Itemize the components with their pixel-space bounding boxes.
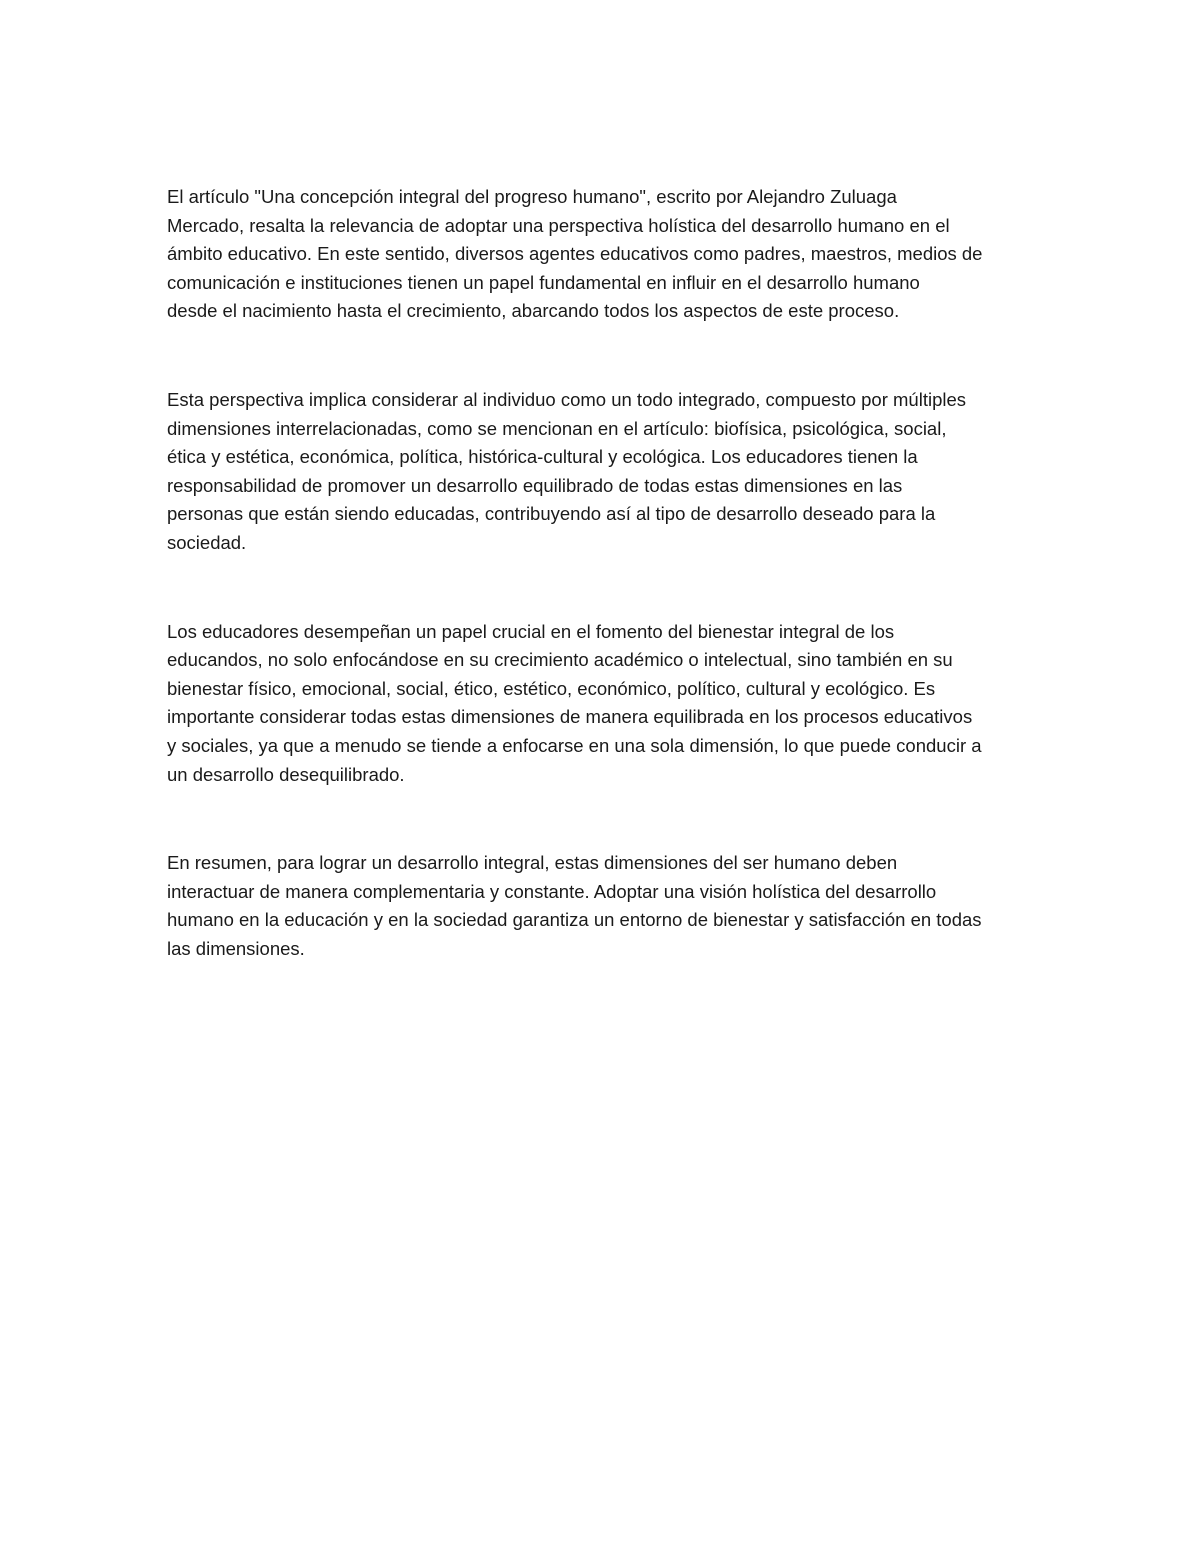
paragraph-line: En resumen, para lograr un desarrollo integral, estas dimensiones del ser humano deben	[167, 852, 898, 874]
paragraph-line: importante considerar todas estas dimensiones de manera equilibrada en los procesos educativos	[167, 706, 973, 728]
paragraph-line: Mercado, resalta la relevancia de adoptar una perspectiva holística del desarrollo humano en el	[167, 214, 950, 236]
paragraph-3	[167, 618, 1037, 790]
paragraph-2	[167, 386, 1037, 558]
paragraph-line: sociedad.	[167, 531, 247, 553]
paragraph-1	[167, 183, 1037, 326]
paragraph-line: El artículo "Una concepción integral del progreso humano", escrito por Alejandro Zuluaga	[167, 186, 897, 207]
paragraph-line: comunicación e instituciones tienen un papel fundamental en influir en el desarrollo humano	[167, 271, 920, 293]
paragraph-line: desde el nacimiento hasta el crecimiento, abarcando todos los aspectos de este proceso.	[167, 300, 900, 322]
paragraph-line: ética y estética, económica, política, histórica-cultural y ecológica. Los educadores tienen la	[167, 446, 918, 468]
paragraph-line: interactuar de manera complementaria y constante. Adoptar una visión holística del desarrollo	[167, 880, 937, 902]
paragraph-4	[167, 849, 1037, 963]
paragraph-line: dimensiones interrelacionadas, como se mencionan en el artículo: biofísica, psicológica, social,	[167, 417, 947, 439]
paragraph-line: bienestar físico, emocional, social, ético, estético, económico, político, cultural y ecológico. Es	[167, 677, 936, 699]
paragraph-line: responsabilidad de promover un desarrollo equilibrado de todas estas dimensiones en las	[167, 474, 903, 496]
paragraph-line: ámbito educativo. En este sentido, diversos agentes educativos como padres, maestros, medios de	[167, 243, 983, 265]
paragraph-line: un desarrollo desequilibrado.	[167, 763, 405, 785]
paragraph-line: las dimensiones.	[167, 937, 305, 959]
paragraph-line: Esta perspectiva implica considerar al individuo como un todo integrado, compuesto por múltiples	[167, 388, 967, 410]
paragraph-line: y sociales, ya que a menudo se tiende a enfocarse en una sola dimensión, lo que puede conducir a	[167, 734, 982, 756]
paragraph-line: Los educadores desempeñan un papel crucial en el fomento del bienestar integral de los	[167, 620, 895, 642]
paragraph-line: humano en la educación y en la sociedad garantiza un entorno de bienestar y satisfacción en todas	[167, 909, 982, 931]
paragraph-line: educandos, no solo enfocándose en su crecimiento académico o intelectual, sino también en su	[167, 649, 953, 671]
paragraph-line: personas que están siendo educadas, contribuyendo así al tipo de desarrollo deseado para la	[167, 503, 936, 525]
document-body	[167, 183, 1037, 963]
